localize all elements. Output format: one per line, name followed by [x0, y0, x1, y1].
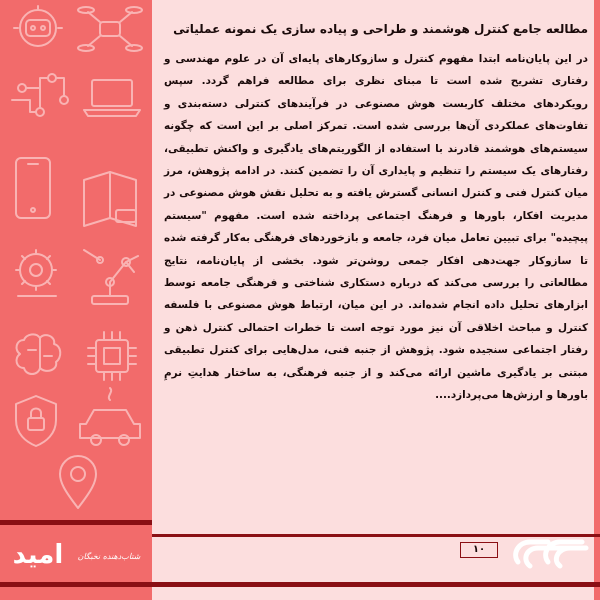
chip-icon	[88, 332, 136, 380]
robot-arm-icon	[84, 250, 138, 304]
decorative-side-panel	[0, 0, 152, 600]
footer-rule-left	[0, 520, 152, 525]
brain-icon	[17, 334, 61, 374]
right-border	[594, 0, 600, 600]
brand-logo-icon	[508, 532, 592, 572]
gear-brain-icon	[16, 250, 56, 296]
car-icon	[80, 388, 140, 445]
brand-name: امید	[12, 540, 64, 570]
article	[164, 20, 588, 407]
robot-icon	[14, 6, 62, 46]
lock-shield-icon	[16, 396, 56, 446]
location-pin-icon	[60, 456, 96, 508]
footer-rule-bottom	[0, 582, 600, 587]
drone-icon	[78, 7, 142, 51]
page-number: ۱۰	[460, 542, 498, 558]
article-body: در این پایان‌نامه ابتدا مفهوم کنترل و سازوکارهای پایه‌ای آن در علوم مهندسی و رفتاری تشریح شده است تا مبنای نظری برای مطالعه فراهم گردد. سپس رویکردهای مختلف کاربست هوش مصنوعی در فرآیندهای کنترلی دسته‌بندی و تفاوت‌های عملکردی آن‌ها بررسی شده است. تمرکز اصلی بر این است که چگونه سیستم‌های هوشمند قادرند با استفاده از الگوریتم‌های یادگیری و واکنش تطبیقی، رفتارهای یک سیستم را تنظیم و پایداری آن را تضمین کنند. در ادامه پژوهش، مرز میان کنترل فنی و کنترل انسانی گسترش یافته و به تحلیل نقش هوش مصنوعی در مدیریت افکار، باورها و فرهنگ اجتماعی پرداخته شده است. مفهوم "سیستم پیچیده" برای تبیین تعامل میان فرد، جامعه و بازخوردهای فرهنگی به‌کار گرفته شده تا سازوکار جهت‌دهی افکار جمعی روشن‌تر شود. بخشی از پایان‌نامه، نتایج مطالعاتی را بررسی می‌کند که درباره دستکاری شناختی و فرهنگی جامعه توسط ابزارهای تحلیل داده انجام شده‌اند. در این میان، ارتباط هوش مصنوعی با فلسفه کنترل و مباحث اخلاقی آن نیز مورد توجه است تا خطرات احتمالی کنترل ذهن و رفتار اجتماعی سنجیده شود. پژوهش از جنبه فنی، مدل‌هایی برای کنترل تطبیقی مبتنی بر یادگیری ماشین ارائه می‌کند و از جنبه فرهنگی، به ساختار هدایتِ نرمِ باورها و ارزش‌ها می‌پردازد....	[164, 53, 588, 402]
circuit-icon	[12, 74, 68, 116]
book-icon	[84, 172, 136, 226]
smartphone-icon	[16, 158, 50, 218]
brand-tagline: شتاب‌دهنده نخبگان	[77, 552, 141, 561]
page-title: مطالعه جامع کنترل هوشمند و طراحی و پیاده سازی یک نمونه عملیاتی	[173, 22, 588, 36]
laptop-icon	[84, 80, 140, 116]
